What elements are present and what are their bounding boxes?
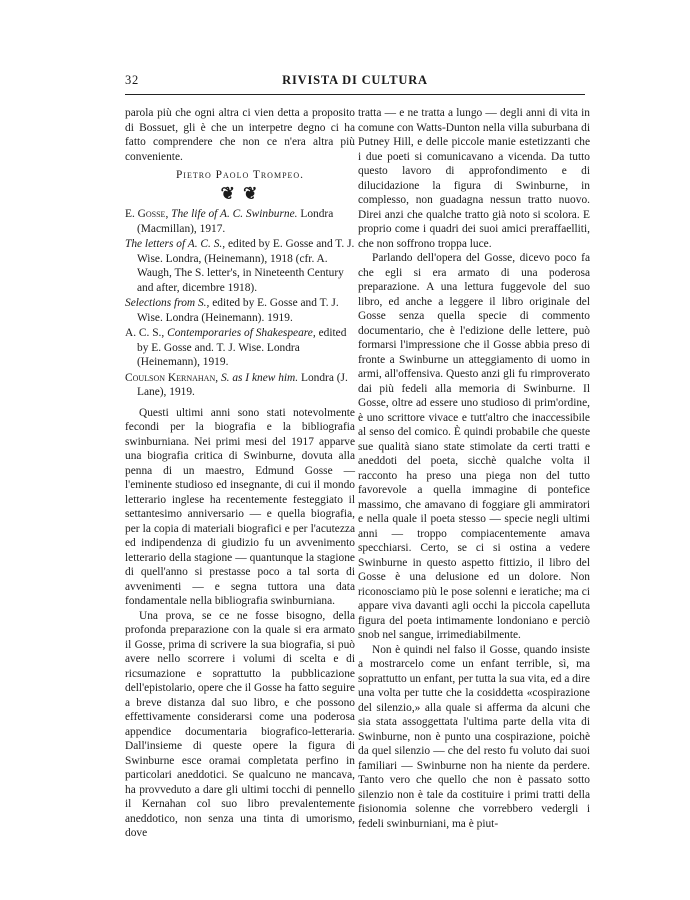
page-number: 32 xyxy=(125,73,140,87)
running-title: RIVISTA DI CULTURA xyxy=(282,73,428,87)
bibliography-entry: Selections from S., edited by E. Gosse and T. J. Wise. Londra (Heinemann). 1919. xyxy=(125,297,339,324)
bibliography-entry: E. Gosse, The life of A. C. Swinburne. Londra (Macmillan), 1917. xyxy=(125,208,334,235)
right-column xyxy=(358,106,590,831)
left-column xyxy=(125,106,355,841)
body-paragraph: Non è quindi nel falso il Gosse, quando insiste a mostrarcelo come un enfant terrible, sì, ma soprattutto un enfant, per tutta la sua vita, ed a dire una volta per tutte che la cosiddetta «cospirazione del silenzio,» alla quale si afferma da alcuni che sia stata assoggettata l'ultima parte della vita di Swinburne, non è punto una cospirazione, poichè da quel silenzio — che del resto fu voluto dai suoi familiari — Swinburne non ha niente da perdere. Tanto vero che quello che non è passato sotto silenzio non è tale da costituire i primi tratti della fisionomia solenne che vorrebbero vedergli i fedeli swinburniani, ma è piut- xyxy=(358,643,590,830)
body-paragraph: tratta — e ne tratta a lungo — degli anni di vita in comune con Watts-Dunton nella villa suburbana di Putney Hill, e delle piccole manie estetizzanti che i due poeti si comunicavano a vicenda. Da tutto questo lavoro di approfondimento e di dilucidazione la figura di Swinburne, in complesso, non guadagna nessun tratto nuovo. Direi anzi che qualche tratto già noto si scolora. E proprio come i quadri dei suoi amici preraffaelliti, che non soffrono troppa luce. xyxy=(358,107,590,250)
intro-paragraph: parola più che ogni altra ci vien detta a proposito di Bossuet, gli è che un interpetre degno ci ha fatto comprendere che non ce n'era altra più conveniente. xyxy=(125,107,355,163)
page-header xyxy=(125,70,585,95)
bibliography-entry: A. C. S., Contemporaries of Shakespeare, edited by E. Gosse and. T. J. Wise. Londra (Heinemann), 1919. xyxy=(125,327,347,368)
body-paragraph: Una prova, se ce ne fosse bisogno, della profonda preparazione con la quale si era armato il Gosse, prima di scrivere la sua biografia, si può avere nello scorrere i volumi di scelta e di ricsumazione e soprattutto la pubblicazione dell'epistolario, opere che il Gosse ha fatto seguire a breve distanza dal suo libro, e che possono effettivamente considerarsi come una poderosa appendice documentaria biografico-letteraria. Dall'insieme di queste opere la figura di Swinburne esce oramai completata perfino in particolari aneddotici. Se qualcuno ne mancava, ha provveduto a dare gli ultimi tocchi di pennello il Kernahan col suo libro prevalentemente aneddotico, non senza una tinta di umorismo, dove xyxy=(125,609,355,839)
bibliography-entry: The letters of A. C. S., edited by E. Gosse and T. J. Wise. Londra, (Heinemann), 1918 (cfr. A. Waugh, The S. letter's, in Nineteenth Century and after, dicembre 1918). xyxy=(125,238,355,294)
body-paragraph: Parlando dell'opera del Gosse, dicevo poco fa che egli si era armato di una poderosa preparazione. A una lettura fuggevole del suo libro, ed anche a leggere il libro originale del Gosse senza quella specie di commento documentario, che è l'edizione delle lettere, può formarsi l'impressione che il Gosse abbia preso di fronte a Swinburne un atteggiamento di uomo in armi, all'offensiva. Questo anzi gli fu rimproverato dai più fedeli alla memoria di Swinburne. Il Gosse, oltre ad essere uno studioso di prim'ordine, è uno scrittore vivace e tutt'altro che inaccessibile al senso del comico. È quindi probabile che queste sue qualità siano state stimolate da certi tratti e aneddoti del poeta, sicchè qualche volta il racconto ha preso una piega non del tutto favorevole a quella immagine di pontefice massimo, che amavano di foggiare gli ammiratori e nella quale il poeta stesso — specie negli ultimi anni — troppo compiacentemente amava specchiarsi. Certo, se ci si ostina a vedere Swinburne in questo aspetto fittizio, il libro del Gosse è una delusione ed un dolore. Non riconosciamo più le pose solenni e ieratiche; ma ci appare viva davanti agli occhi la piccola capelluta figura del poeta intimamente londoniano e perciò snob nel sangue, irrimediabilmente. xyxy=(358,252,590,641)
bibliography-entry: Coulson Kernahan, S. as I knew him. Londra (J. Lane), 1919. xyxy=(125,371,348,398)
signature: Pietro Paolo Trompeo. xyxy=(175,169,305,181)
ornament-icon: ❦ ❦ xyxy=(220,183,260,203)
body-paragraph: Questi ultimi anni sono stati notevolmente fecondi per la biografia e la bibliografia swinburniana. Nei primi mesi del 1917 apparve una biografia critica di Swinburne, dovuta alla penna di un maestro, Edmund Gosse — l'eminente studioso ed insegnante, di cui il mondo letterario inglese ha recentemente festeggiato il settantesimo anniversario — e quella biografia, per la copia di materiali biografici e per l'acutezza ed indipendenza di giudizio fu un avvenimento letterario della stagione — quantunque la stagione di quell'anno si prestasse poco a tal sorta di avvenimenti — e segna tuttora una data fondamentale nella bibliografia swinburniana. xyxy=(125,406,355,607)
